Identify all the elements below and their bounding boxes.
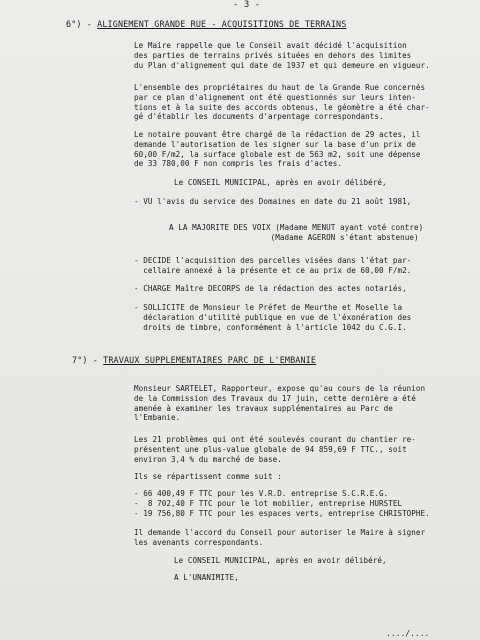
section-6-owners: L'ensemble des propriétaires du haut de la Grande Rue concernés par ce plan d'alignement ont été questionnés sur leurs inten- tions et à la suite des accords obtenus, le géomètre a été char- gé d'établir les documents d'arpentage correspondants. — [134, 83, 430, 122]
section-6-sollicite: - SOLLICITE de Monsieur le Préfet de Meurthe et Moselle la déclaration d'utilité publique en vue de l'éxonération des droits de timbre, conformément à l'article 1042 du C.G.I. — [134, 303, 412, 332]
section-7-council: Le CONSEIL MUNICIPAL, après en avoir délibéré, — [174, 556, 387, 565]
section-7-title: TRAVAUX SUPPLEMENTAIRES PARC DE L'EMBANIE — [103, 355, 317, 365]
section-6-council: Le CONSEIL MUNICIPAL, après en avoir délibéré, — [174, 178, 387, 187]
section-7-split: Ils se répartissent comme suit : — [134, 472, 282, 481]
section-7-request: Il demande l'accord du Conseil pour autoriser le Maire à signer les avenants correspondants. — [134, 528, 426, 547]
section-6-decide: - DECIDE l'acquisition des parcelles visées dans l'état par- cellaire annexé à la présente et ce au prix de 60,00 F/m2. — [134, 256, 412, 275]
section-7-problems: Les 21 problèmes qui ont été soulevés courant du chantier re- présentent une plus-value globale de 94 859,69 F TTC., soit environ 3,4 % du marché de base. — [134, 435, 416, 464]
continuation-mark: ..../.... — [386, 629, 430, 638]
section-7-heading — [72, 355, 316, 365]
section-6-vu: - VU l'avis du service des Domaines en date du 21 août 1981, — [134, 197, 412, 206]
section-6-notary: Le notaire pouvant être chargé de la rédaction de 29 actes, il demande l'autorisation de les signer sur la base d'un prix de 60,00 F/m2, la surface globale est de 563 m2, soit une dépense de 33 780,00 F non compris les frais d'actes. — [134, 130, 421, 169]
section-7-intro: Monsieur SARTELET, Rapporteur, expose qu'au cours de la réunion de la Commission des Travaux du 17 juin, cette dernière a été amenée à examiner les travaux supplémentaires au Parc de l'Embanie. — [134, 384, 426, 423]
section-6-intro: Le Maire rappelle que le Conseil avait décidé l'acquisition des parties de terrains privés situées en dehors des limites du Plan d'alignement qui date de 1937 et qui demeure en vigueur. — [134, 41, 430, 70]
section-7-unanimity: A L'UNANIMITE, — [174, 573, 239, 582]
section-6-heading — [66, 19, 346, 29]
section-6-number: 6°) - — [66, 19, 92, 29]
section-7-number: 7°) - — [72, 355, 98, 365]
section-7-items: - 66 400,49 F TTC pour les V.R.D. entreprise S.C.R.E.G. - 8 702,40 F TTC pour le lot mobilier, entreprise HURSTEL - 19 756,80 F TTC pour les espaces verts, entreprise CHRISTOPHE. — [134, 489, 430, 518]
section-6-title: ALIGNEMENT GRANDE RUE - ACQUISITIONS DE TERRAINS — [97, 19, 347, 29]
page-number: - 3 - — [233, 0, 261, 10]
section-6-charge: - CHARGE Maître DECORPS de la rédaction des actes notariés, — [134, 284, 407, 293]
section-6-majority: A LA MAJORITE DES VOIX (Madame MENUT ayant voté contre) (Madame AGERON s'étant abstenue) — [169, 223, 424, 242]
